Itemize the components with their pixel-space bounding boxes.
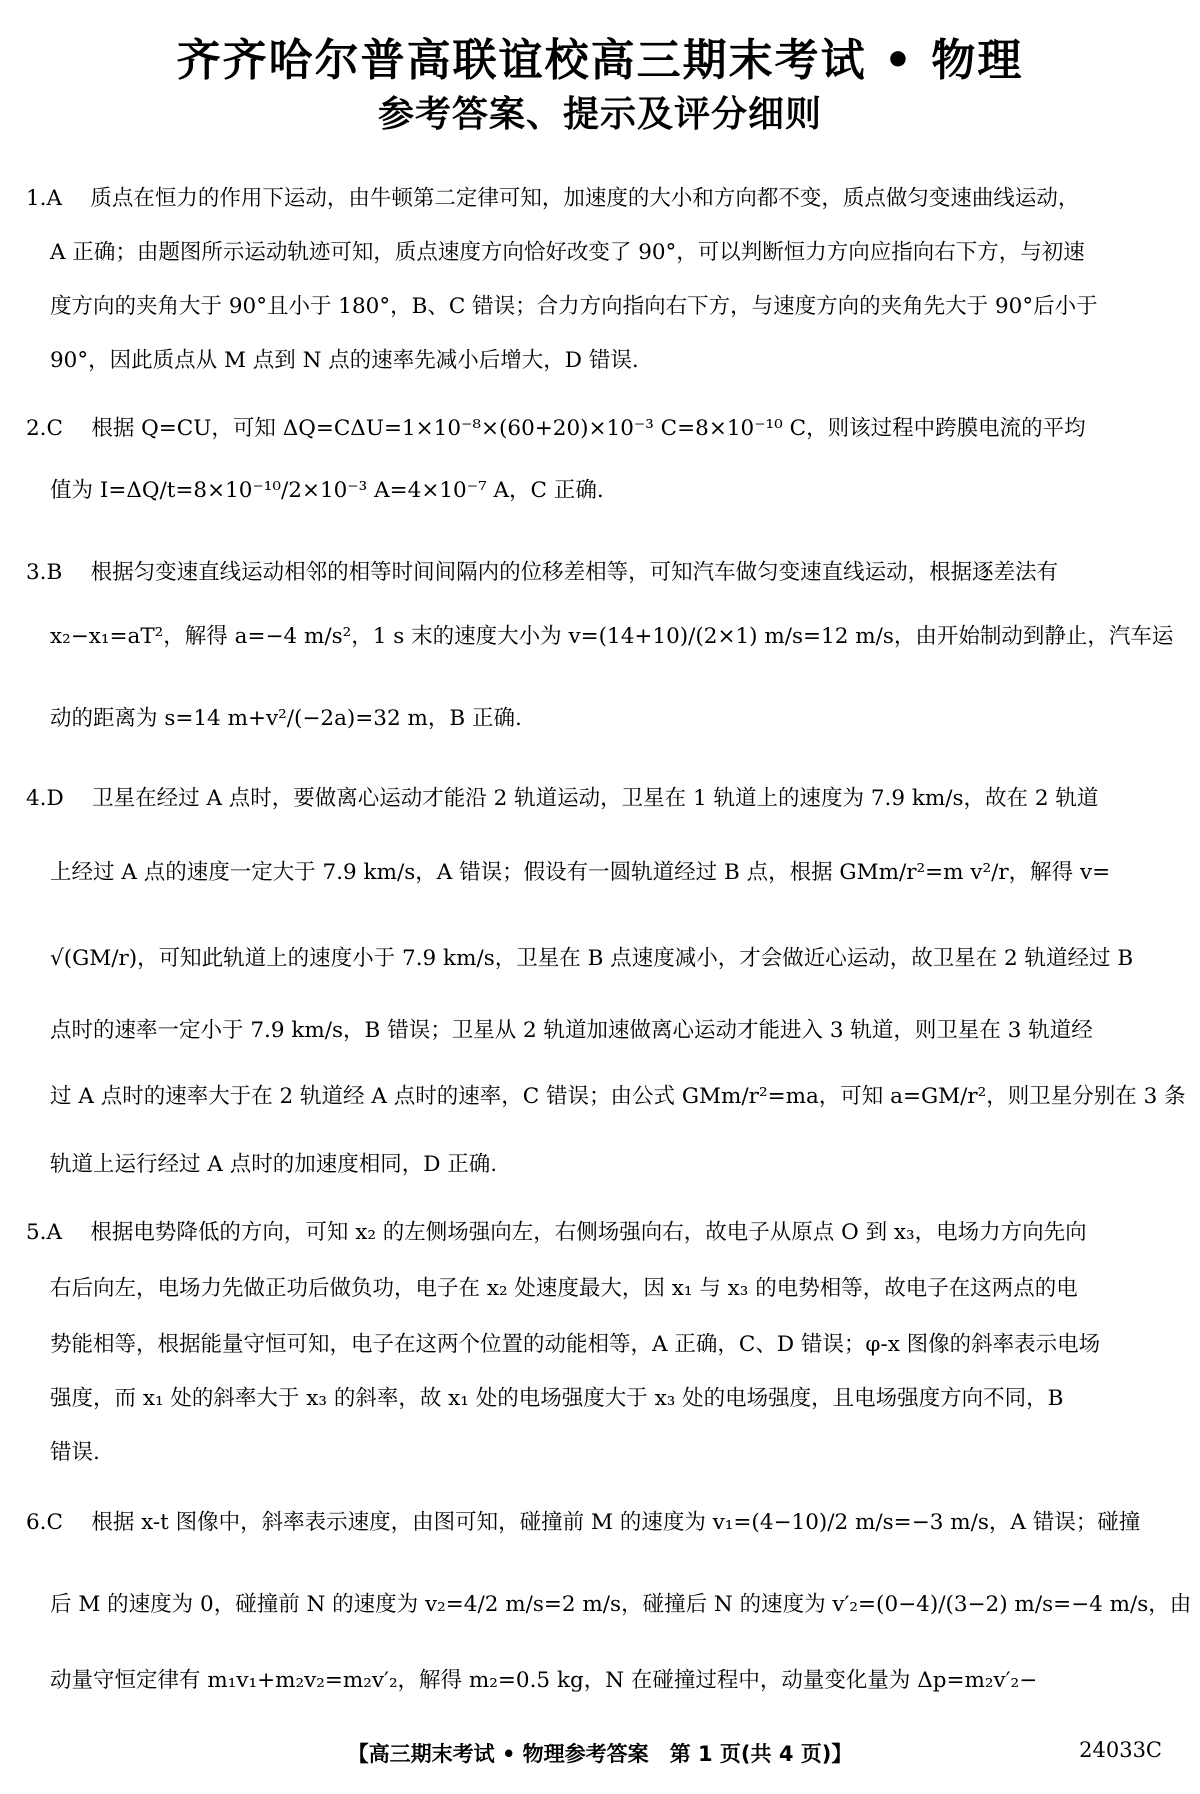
answer-line: 右后向左，电场力先做正功后做负功，电子在 x₂ 处速度最大，因 x₁ 与 x₃ 的电势相等，故电子在这两点的电 [50,1276,1078,1301]
answer-line: 点时的速率一定小于 7.9 km/s，B 错误；卫星从 2 轨道加速做离心运动才能进入 3 轨道，则卫星在 3 轨道经 [50,1018,1093,1043]
page-subtitle: 参考答案、提示及评分细则 [377,94,822,135]
answer-line: 90°，因此质点从 M 点到 N 点的速率先减小后增大，D 错误. [50,348,639,373]
answer-number: 4.D [26,786,64,811]
answer-number: 1.A [26,186,63,211]
answer-text: 根据 Q=CU，可知 ΔQ=CΔU=1×10⁻⁸×(60+20)×10⁻³ C=8×10⁻¹⁰ C，则该过程中跨膜电流的平均 [91,416,1086,441]
answer-text: 根据电势降低的方向，可知 x₂ 的左侧场强向左，右侧场强向右，故电子从原点 O 到 x₃，电场力方向先向 [90,1220,1087,1245]
answer-text: 根据 x-t 图像中，斜率表示速度，由图可知，碰撞前 M 的速度为 v₁=(4−10)/2 m/s=−3 m/s，A 错误；碰撞 [91,1510,1141,1535]
answer-line: √(GM/r)，可知此轨道上的速度小于 7.9 km/s，卫星在 B 点速度减小，才会做近心运动，故卫星在 2 轨道经过 B [50,946,1134,971]
answer-number: 3.B [26,560,63,585]
footer-page-info: 【高三期末考试 • 物理参考答案 第 1 页(共 4 页)】 [347,1742,853,1766]
answer-number: 6.C [26,1510,63,1535]
answer-line [26,416,1086,443]
answer-line: 强度，而 x₁ 处的斜率大于 x₃ 的斜率，故 x₁ 处的电场强度大于 x₃ 处的电场强度，且电场强度方向不同，B [50,1386,1064,1411]
answer-line [26,1510,1140,1537]
answer-line: 值为 I=ΔQ/t=8×10⁻¹⁰/2×10⁻³ A=4×10⁻⁷ A，C 正确. [50,478,604,503]
answer-line [26,560,1058,587]
footer-exam-code: 24033C [1079,1738,1162,1762]
answer-line: 动的距离为 s=14 m+v²/(−2a)=32 m，B 正确. [50,706,522,731]
answer-line: 度方向的夹角大于 90°且小于 180°，B、C 错误；合力方向指向右下方，与速度方向的夹角先大于 90°后小于 [50,294,1098,319]
answer-line [26,786,1098,813]
answer-text: 卫星在经过 A 点时，要做离心运动才能沿 2 轨道运动，卫星在 1 轨道上的速度为 7.9 km/s，故在 2 轨道 [92,786,1099,811]
page-title: 齐齐哈尔普高联谊校高三期末考试 • 物理 [176,35,1024,86]
answer-line: 过 A 点时的速率大于在 2 轨道经 A 点时的速率，C 错误；由公式 GMm/r²=ma，可知 a=GM/r²，则卫星分别在 3 条 [50,1084,1186,1109]
answer-line: 轨道上运行经过 A 点时的加速度相同，D 正确. [50,1152,498,1177]
answer-line: 动量守恒定律有 m₁v₁+m₂v₂=m₂v′₂，解得 m₂=0.5 kg，N 在碰撞过程中，动量变化量为 Δp=m₂v′₂− [50,1668,1038,1693]
answer-line: 势能相等，根据能量守恒可知，电子在这两个位置的动能相等，A 正确，C、D 错误；φ-x 图像的斜率表示电场 [50,1332,1101,1357]
answer-number: 5.A [26,1220,63,1245]
answer-line: 错误. [50,1440,100,1465]
answer-number: 2.C [26,416,63,441]
answer-line: A 正确；由题图所示运动轨迹可知，质点速度方向恰好改变了 90°，可以判断恒力方向应指向右下方，与初速 [50,240,1085,265]
answer-line: x₂−x₁=aT²，解得 a=−4 m/s²，1 s 末的速度大小为 v=(14+10)/(2×1) m/s=12 m/s，由开始制动到静止，汽车运 [50,624,1174,649]
answer-line [26,186,1079,213]
answer-text: 根据匀变速直线运动相邻的相等时间间隔内的位移差相等，可知汽车做匀变速直线运动，根据逐差法有 [90,560,1059,585]
answer-line [26,1220,1087,1247]
answer-line: 上经过 A 点的速度一定大于 7.9 km/s，A 错误；假设有一圆轨道经过 B 点，根据 GMm/r²=m v²/r，解得 v= [50,860,1111,885]
answer-line: 后 M 的速度为 0，碰撞前 N 的速度为 v₂=4/2 m/s=2 m/s，碰撞后 N 的速度为 v′₂=(0−4)/(3−2) m/s=−4 m/s，由 [50,1592,1192,1617]
answer-text: 质点在恒力的作用下运动，由牛顿第二定律可知，加速度的大小和方向都不变，质点做匀变速曲线运动， [90,186,1080,211]
